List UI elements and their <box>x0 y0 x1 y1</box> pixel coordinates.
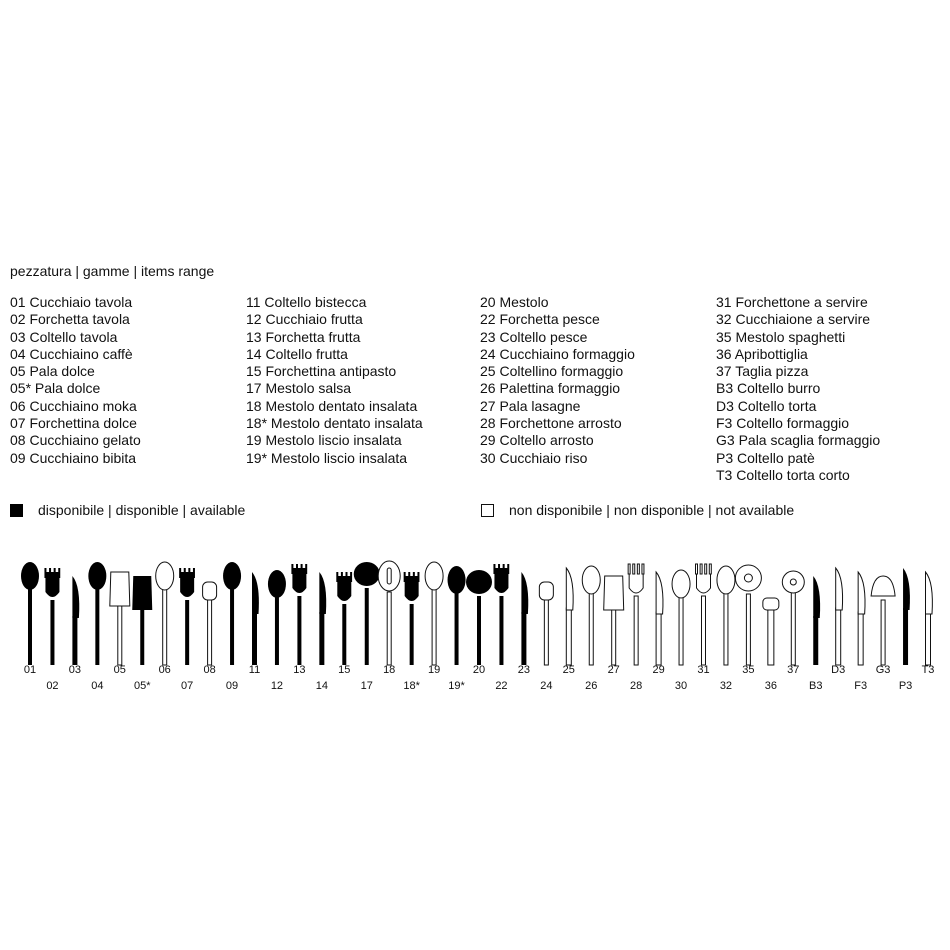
cutlery-item-19* <box>448 566 466 665</box>
legend-unavailable-label: non disponibile | non disponible | not available <box>509 502 795 518</box>
cutlery-code-label: 25 <box>562 664 575 676</box>
item-entry: 09 Cucchiaino bibita <box>10 449 137 466</box>
cutlery-code-label: 32 <box>719 680 733 692</box>
item-entry: 26 Palettina formaggio <box>480 380 621 397</box>
item-entry: 32 Cucchiaione a servire <box>716 311 871 328</box>
item-entry: 14 Coltello frutta <box>246 345 348 362</box>
cutlery-item-05* <box>132 576 152 665</box>
item-entry: 06 Cucchiaino moka <box>10 397 137 414</box>
item-entry: 05* Pala dolce <box>10 380 101 397</box>
cutlery-item-31 <box>696 564 712 665</box>
cutlery-item-B3 <box>813 576 820 665</box>
cutlery-code-label: 15 <box>338 664 351 676</box>
item-entry: 01 Cucchiaio tavola <box>10 294 133 310</box>
cutlery-item-19 <box>425 562 443 665</box>
cutlery-code-label: 30 <box>674 680 688 692</box>
cutlery-item-32 <box>717 566 735 665</box>
cutlery-code-label: 11 <box>248 664 261 676</box>
item-entry: 19* Mestolo liscio insalata <box>246 449 408 466</box>
cutlery-code-label: 28 <box>630 680 643 692</box>
cutlery-code-label: P3 <box>898 680 913 692</box>
cutlery-code-label: 02 <box>46 680 59 692</box>
cutlery-code-label: 24 <box>540 680 553 692</box>
cutlery-item-24 <box>539 582 553 665</box>
cutlery-code-label: D3 <box>831 664 846 676</box>
range-heading: pezzatura | gamme | items range <box>10 263 215 279</box>
cutlery-code-label: 26 <box>585 680 598 692</box>
cutlery-code-label: 35 <box>742 664 755 676</box>
item-entry: 18* Mestolo dentato insalata <box>246 415 423 432</box>
cutlery-code-label: G3 <box>875 664 891 676</box>
item-entry: 19 Mestolo liscio insalata <box>246 432 402 449</box>
cutlery-code-label: 23 <box>517 664 531 676</box>
cutlery-item-20 <box>466 570 492 665</box>
cutlery-item-27 <box>604 576 624 665</box>
cutlery-code-label: 27 <box>607 664 620 676</box>
item-entry: 30 Cucchiaio riso <box>480 449 588 466</box>
cutlery-item-F3 <box>858 572 865 665</box>
cutlery-item-29 <box>656 572 663 665</box>
item-entry: T3 Coltello torta corto <box>716 466 850 483</box>
cutlery-code-label: 14 <box>315 680 328 692</box>
cutlery-item-12 <box>268 570 286 665</box>
item-column-2 <box>246 294 423 467</box>
item-entry: 36 Apribottiglia <box>716 345 808 362</box>
cutlery-item-13 <box>291 564 307 665</box>
item-column-3 <box>480 294 635 467</box>
cutlery-code-label: 17 <box>360 680 373 692</box>
cutlery-code-label: 18 <box>383 664 396 676</box>
cutlery-item-30 <box>672 570 690 665</box>
item-entry: 22 Forchetta pesce <box>480 311 600 328</box>
cutlery-code-label: 01 <box>23 664 37 676</box>
cutlery-item-17 <box>354 562 380 665</box>
cutlery-code-label: 12 <box>270 680 284 692</box>
item-entry: 03 Coltello tavola <box>10 328 118 345</box>
cutlery-item-08 <box>203 582 217 665</box>
cutlery-item-37 <box>782 571 804 665</box>
item-entry: F3 Coltello formaggio <box>716 415 850 432</box>
item-entry: D3 Coltello torta <box>716 397 817 414</box>
cutlery-code-label: 05 <box>113 664 126 676</box>
item-entry: P3 Coltello patè <box>716 449 815 466</box>
filled-square-icon <box>10 504 23 517</box>
item-entry: 31 Forchettone a servire <box>716 294 868 310</box>
item-entry: 05 Pala dolce <box>10 363 95 380</box>
item-entry: B3 Coltello burro <box>716 380 821 397</box>
cutlery-item-15 <box>336 572 352 665</box>
cutlery-item-D3 <box>836 568 843 665</box>
cutlery-code-label: 18* <box>403 680 420 692</box>
legend-available-label: disponibile | disponible | available <box>38 502 246 518</box>
cutlery-item-07 <box>179 568 195 665</box>
cutlery-item-26 <box>582 566 600 665</box>
item-entry: 25 Coltellino formaggio <box>480 363 624 380</box>
cutlery-item-06 <box>156 562 174 665</box>
cutlery-item-36 <box>763 598 779 665</box>
cutlery-code-label: 29 <box>652 664 665 676</box>
cutlery-item-03 <box>72 576 79 665</box>
cutlery-item-P3 <box>903 568 910 665</box>
cutlery-code-label: 31 <box>697 664 710 676</box>
item-entry: 29 Coltello arrosto <box>480 432 594 449</box>
cutlery-item-25 <box>566 568 573 665</box>
item-entry: 28 Forchettone arrosto <box>480 415 622 432</box>
cutlery-code-label: 06 <box>158 664 171 676</box>
cutlery-code-label: 19 <box>427 664 441 676</box>
cutlery-code-label: F3 <box>854 680 868 692</box>
item-entry: 13 Forchetta frutta <box>246 328 361 345</box>
cutlery-code-label: 07 <box>181 680 194 692</box>
cutlery-item-G3 <box>871 576 895 665</box>
cutlery-code-label: 05* <box>133 680 151 692</box>
legend-unavailable <box>481 502 794 518</box>
item-column-1 <box>10 294 141 467</box>
cutlery-item-22 <box>493 564 509 665</box>
cutlery-item-14 <box>319 572 326 665</box>
cutlery-item-18* <box>404 572 420 665</box>
cutlery-code-label: 08 <box>203 664 216 676</box>
cutlery-code-label: T3 <box>921 664 935 676</box>
cutlery-code-label: B3 <box>809 680 823 692</box>
cutlery-silhouettes <box>0 530 950 695</box>
item-entry: 07 Forchettina dolce <box>10 415 137 432</box>
item-entry: 24 Cucchiaino formaggio <box>480 345 635 362</box>
cutlery-code-label: 20 <box>472 664 486 676</box>
cutlery-code-label: 36 <box>764 680 777 692</box>
cutlery-code-label: 03 <box>68 664 82 676</box>
item-entry: 18 Mestolo dentato insalata <box>246 397 418 414</box>
cutlery-code-label: 09 <box>225 680 239 692</box>
item-entry: G3 Pala scaglia formaggio <box>716 432 881 449</box>
cutlery-item-01 <box>21 562 39 665</box>
cutlery-item-T3 <box>926 572 933 665</box>
cutlery-code-label: 04 <box>91 680 104 692</box>
cutlery-item-09 <box>223 562 241 665</box>
item-entry: 17 Mestolo salsa <box>246 380 352 397</box>
item-entry: 35 Mestolo spaghetti <box>716 328 846 345</box>
cutlery-item-35 <box>735 565 761 665</box>
cutlery-item-11 <box>252 572 259 665</box>
item-entry: 08 Cucchiaino gelato <box>10 432 141 449</box>
empty-square-icon <box>481 504 494 517</box>
item-entry: 20 Mestolo <box>480 294 549 310</box>
cutlery-item-04 <box>88 562 106 665</box>
cutlery-item-02 <box>44 568 60 665</box>
item-entry: 04 Cucchiaino caffè <box>10 345 133 362</box>
item-entry: 27 Pala lasagne <box>480 397 581 414</box>
cutlery-item-28 <box>628 564 644 665</box>
item-entry: 12 Cucchiaio frutta <box>246 311 363 328</box>
item-entry: 37 Taglia pizza <box>716 363 809 380</box>
cutlery-code-label: 37 <box>787 664 800 676</box>
cutlery-item-18 <box>378 561 400 665</box>
cutlery-item-05 <box>110 572 130 665</box>
item-column-4 <box>716 294 880 484</box>
item-entry: 02 Forchetta tavola <box>10 311 130 328</box>
item-entry: 15 Forchettina antipasto <box>246 363 397 380</box>
legend-available <box>10 502 245 518</box>
item-entry: 11 Coltello bistecca <box>246 294 367 310</box>
cutlery-code-label: 13 <box>293 664 306 676</box>
cutlery-code-label: 22 <box>495 680 508 692</box>
item-entry: 23 Coltello pesce <box>480 328 588 345</box>
cutlery-code-label: 19* <box>448 680 465 692</box>
cutlery-item-23 <box>521 572 528 665</box>
